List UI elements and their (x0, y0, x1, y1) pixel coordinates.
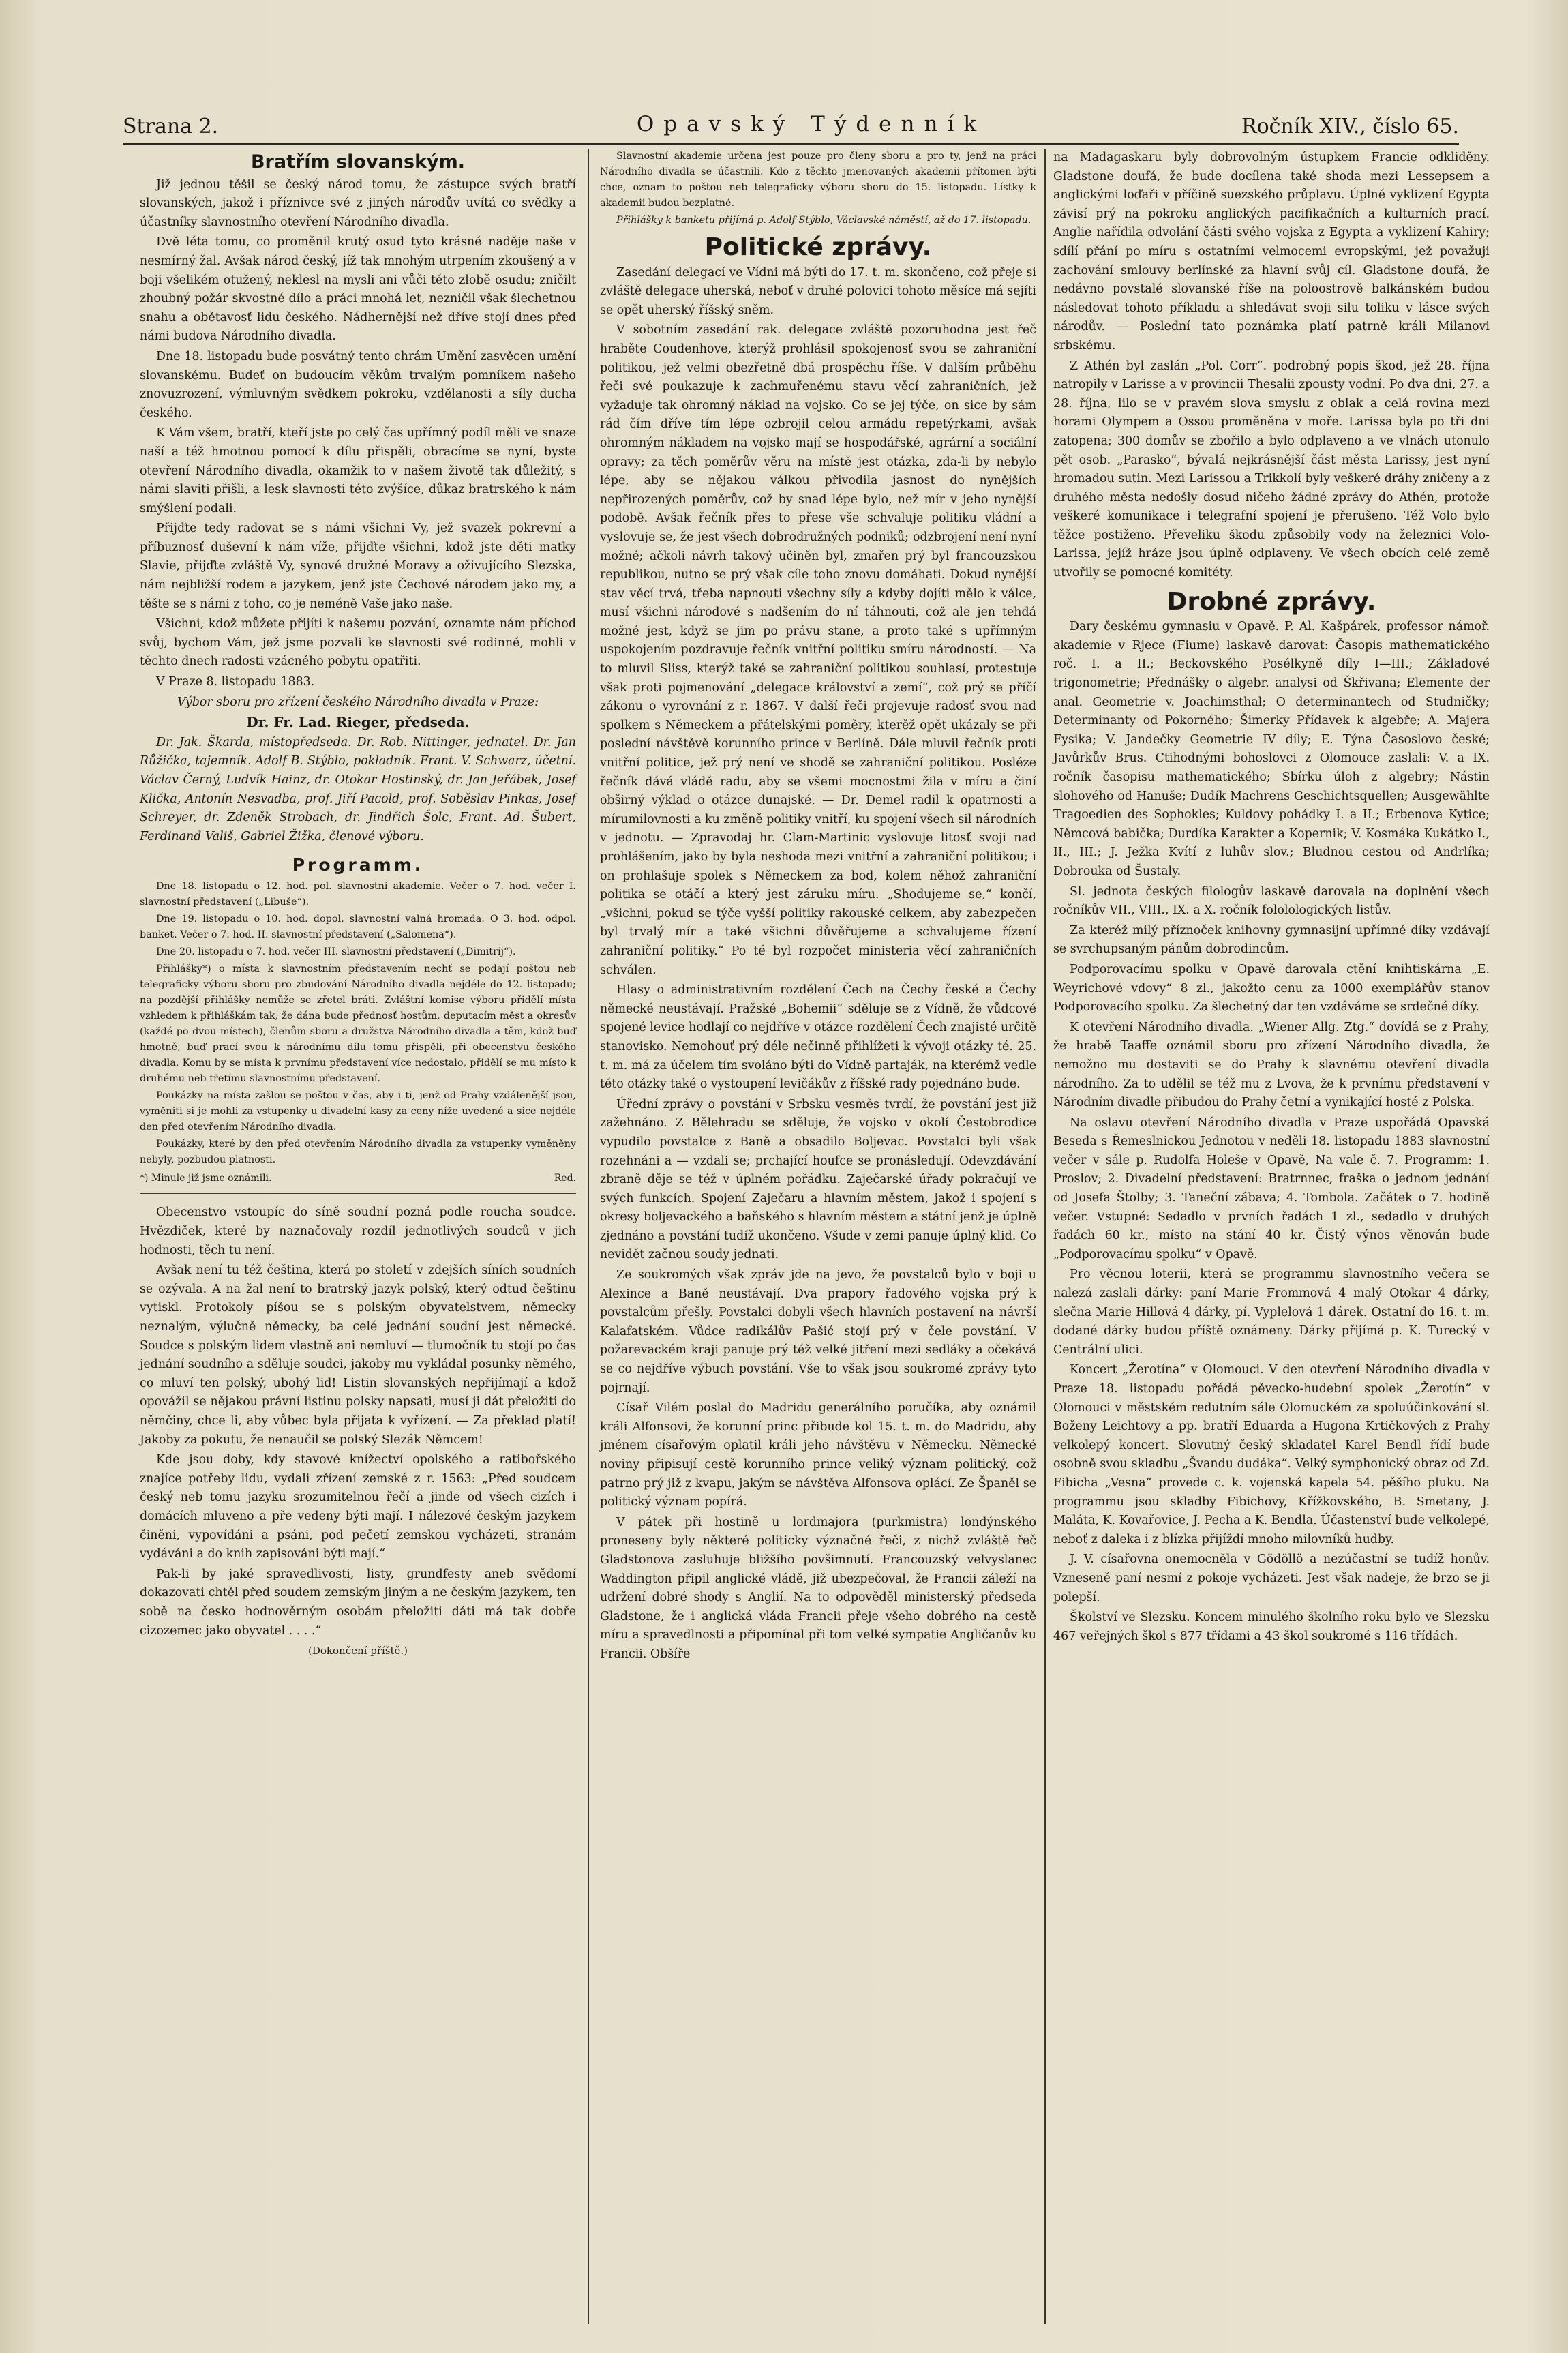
issue-info: Ročník XIV., číslo 65. (1241, 115, 1459, 138)
news-item: Dary českému gymnasiu v Opavě. P. Al. Kašpárek, professor námoř. akademie v Rjece (Fiume) laskavě darovat: Časopis mathematického roč. I. a II.; Beckovského Posélkyně díly I—III.; Základové trigonometrie; Přednášky o algebr. analysi od Škřivana; Elemente der anal. Geometrie v. Joachimsthal; O determinantech od Studničky; Determinanty od Pokorného; Šimerky Přídavek k algebře; A. Majera Fysika; V. Jandečky Geometrie IV díly; E. Týna Časoslovo české; Javůrkův Brus. Ctihodnými bohoslovci z Olomouce zaslali: V. a IX. ročník časopisu mathematického; Sbírku úloh z algebry; Nástin slohového od Hanuše; Dudík Machrens Geschichtsquellen; Ausgewählte Tragoedien des Sophokles; Kuldovy pohádky I. a II.; Erbenova Kytice; Němcová babička; Durdíka Karakter a Kopernik; V. Kosmáka Kukátko I., II., III.; J. Ježka Kvítí z luhův slov.; Bludnou cestou od Andrlíka; Dobrouka od Šustaly. (1053, 620, 1490, 878)
paragraph: Zasedání delegací ve Vídni má býti do 17. t. m. skončeno, což přeje si zvláště delegace uherská, neboť v druhé polovici tohoto měsíce má sejíti se opět uherský říšský sněm. (600, 265, 1036, 317)
program-title: Programm. (292, 855, 424, 875)
column-divider (1044, 149, 1046, 2324)
program-item: Poukázky na místa zašlou se poštou v čas, aby i ti, jenž od Prahy vzdálenější jsou, vyměniti si je mohli za vstupenky u divadelní kasy za ceny níže uvedené a sice nejdéle den před otevřením Národního divadla. (140, 1090, 576, 1133)
section-title: Drobné zprávy. (1166, 587, 1376, 616)
paragraph: Přijďte tedy radovat se s námi všichni Vy, jež svazek pokrevní a příbuznosť duševní k nám víže, přijďte všichni, kdož jste děti matky Slavie, přijďte zvláště Vy, synové družné Moravy a oživujícího Slezska, nám nejbližší rodem a jazykem, jenž jste Čechové národem jako my, a těšte se s námi z toho, co je neméně Vaše jako naše. (140, 522, 576, 611)
paragraph: Všichni, kdož můžete přijíti k našemu pozvání, oznamte nám příchod svůj, bychom Vám, jež jsme pozvali ke slavnosti své rodinné, mohli v těchto dnech radosti vzácného pobytu opatřiti. (140, 617, 576, 669)
page-number: Strana 2. (123, 115, 219, 138)
paragraph: Kde jsou doby, kdy stavové knížectví opolského a ratibořského znajíce potřeby lidu, vydali zřízení zemské z r. 1563: „Před soudcem český neb tomu jazyku srozumitelnou řečí a jinde od všech cizích i domácích mluveno a pře vedeny býti mají. I nálezové českým jazykem činěni, vypovídáni a psáni, pod pečetí zemskou vycházeti, stranám vydáváni a do knih zapisováni býti mají.“ (140, 1453, 576, 1561)
column-left (140, 149, 576, 1662)
section-rule (140, 1193, 576, 1195)
paragraph: Obecenstvo vstoupíc do síně soudní pozná podle roucha soudce. Hvězdiček, které by naznačovaly rozdíl jednotlivých soudců v jich hodnosti, těch tu není. (140, 1205, 576, 1257)
paragraph: Císař Vilém poslal do Madridu generálního poručíka, aby oznámil králi Alfonsovi, že korunní princ přibude kol 15. t. m. do Madridu, aby jménem císařovým oplatil králi jeho návštěvu v Německu. Německé noviny připisují cestě korunního prince veliký význam politický, což patrno prý již z kvapu, jakým se návštěva Alfonsova oplácí. Ze Španěl se politický význam popírá. (600, 1401, 1036, 1510)
program-item: Dne 19. listopadu o 10. hod. dopol. slavnostní valná hromada. O 3. hod. odpol. banket. Večer o 7. hod. II. slavnostní představení („Salomena“). (140, 913, 576, 940)
footnote-signature: Red. (554, 1172, 576, 1184)
dateline: V Praze 8. listopadu 1883. (156, 675, 315, 689)
paragraph: V pátek při hostině u lordmajora (purkmistra) londýnského proneseny byly některé politicky význačné řeči, z nichž zvláště řeč Gladstonova zasluhuje bližšího povšimnutí. Francouzský velvyslanec Waddington připil anglické vládě, již ubezpečoval, že Francii záleží na udržení dobré shody s Anglií. Na to odpověděl ministerský předseda Gladstone, že i anglická vláda Francii přeje všeho dobrého na cestě míru a spravedlnosti a připomínal při tom velké sympatie Angličanův ku Francii. Obšíře (600, 1515, 1036, 1661)
program-item: Přihlášky*) o místa k slavnostním představením nechť se podají poštou neb telegraficky výboru sboru pro zbudování Národního divadla nejdéle do 12. listopadu; na pozdější přihlášky nemůže se zřetel bráti. Zvláštní komise výboru přidělí místa vzhledem k přihláškám tak, že dána bude přednosť hostům, deputacím měst a okresův (každé po dvou místech), členům sboru a družstva Národního divadla a těm, kdož buď hmotně, buď prací svou k národnímu dílu tomu přispěli, při obecenstvu českého divadla. Komu by se místa k prvnímu představení více nedostalo, přidělí se mu místo k druhému neb třetímu slavnostnímu představení. (140, 963, 576, 1084)
news-item: Koncert „Žerotína“ v Olomouci. V den otevření Národního divadla v Praze 18. listopadu pořádá pěvecko-hudební spolek „Žerotín“ v Olomouci v městském redutním sále Olomuckém za spoluúčinkování sl. Boženy Leichtovy a pp. bratří Eduarda a Hugona Krtičkových z Prahy velkolepý koncert. Slovutný český skladatel Karel Bendl řídí bude osobně svou skladbu „Švandu dudáka“. Velký symphonický obraz od Zd. Fibicha „Vesna“ provede c. k. vojenská kapela 54. pěšího pluku. Na programmu jsou skladby Fibichovy, Křížkovského, B. Smetany, J. Maláta, K. Kovařovice, J. Pecha a K. Bendla. Účastenství bude velkolepé, neboť z daleka i z blízka přijíždí mnoho milovníků hudby. (1053, 1363, 1490, 1546)
paragraph: Hlasy o administrativním rozdělení Čech na Čechy české a Čechy německé neustávají. Pražské „Bohemii“ sděluje se z Vídně, že vůdcové spojené levice hodlají co nejdříve v otázce rozdělení Čech znajisté určitě stanovisko. Nemohouť prý déle nečinně přihlížeti k vývoji otázky té. 25. t. m. má za účelem tím svoláno býti do Vídně partaják, na kterémž vedle této otázky také o vystoupení levičákův z říšské rady pojednáno bude. (600, 983, 1036, 1092)
paragraph: na Madagaskaru byly dobrovolným ústupkem Francie odkliděny. Gladstone doufá, že bude docílena také shoda mezi Lessepsem a anglickými loďaři v příčině suezského průplavu. Úplné vyklizení Egypta závisí prý na pokroku anglických pacifikačních a kulturních prací. Anglie nařídila odvolání části svého vojska z Egypta a vyklizení Kahiry; sdílí přání po míru s ostatními velmocemi evropskými, jež považuji zachování smlouvy berlínské za hlavní svůj cíl. Gladstone doufá, že nedávno povstalé slovanské říše na poloostrově balkánském budou následovat tohoto příkladu a shledávat svoji silu toliku v lásce svých národův. — Poslední tato poznámka platí patrně králi Milanovi srbskému. (1053, 151, 1490, 353)
news-item: Pro věcnou loterii, která se programmu slavnostního večera se nalezá zaslali dárky: paní Marie Frommová 4 malý Otokar 4 dárky, slečna Marie Hillová 4 dárky, pí. Vyplelová 1 dárek. Ostatní do 16. t. m. dodané dárky budou příště oznámeny. Dárky přijímá p. K. Turecký v Centrální ulici. (1053, 1268, 1490, 1357)
news-item: Sl. jednota českých filologův laskavě darovala na doplnění všech ročníkův VII., VIII., IX. a X. ročník fololologických listův. (1053, 884, 1490, 918)
news-item: Školství ve Slezsku. Koncem minulého školního roku bylo ve Slezsku 467 veřejných škol s 877 třídami a 43 škol soukromé s 116 třídách. (1053, 1610, 1490, 1643)
paragraph: Avšak není tu též čeština, která po století v zdejších síních soudních se ozývala. A na žal není to bratrský jazyk polský, který odtud češtinu vytiskl. Protokoly píšou se s polským obyvatelstvem, německy neznalým, výlučně německy, ba celé jednání soudní jest německé. Soudce s polským lidem vlastně ani nemluví — tlumočník tu stojí po čas jednání soudního a sděluje soudci, jakoby mu vykládal posunky němého, co mluví ten polský, ubohý lid! Listin slovanských nepřijímají a kdož opovážil se nějakou právní listinu polsky napsati, musí ji dát přeložiti do němčiny, chce li, aby vůbec byla přijata k vyřízení. — Za překlad platí! Jakoby za pokutu, že nenaučil se polský Slezák Němcem! (140, 1263, 576, 1447)
column-divider (588, 149, 589, 2324)
footnote (140, 1171, 576, 1186)
header-rule (123, 143, 1459, 145)
signoff-name: Dr. Fr. Lad. Rieger, předseda. (246, 714, 470, 731)
news-item: K otevření Národního divadla. „Wiener Allg. Ztg.“ dovídá se z Prahy, že hrabě Taaffe oznámil sboru pro zřízení Národního divadla, že nemožno mu dostaviti se do Prahy k slavnému otevření divadla národního. Za to udělil se též mu z Lvova, že k prvnímu představení v Národním divadle přibudou do Prahy četní a vynikající hosté z Polska. (1053, 1020, 1490, 1110)
news-item: Podporovacímu spolku v Opavě darovala ctění knihtiskárna „E. Weyrichové vdovy“ 8 zl., jakožto cenu za 1000 exemplářův stanov Podporovacího spolku. Za šlechetný dar ten vzdáváme se srdečné díky. (1053, 962, 1490, 1015)
news-item: J. V. císařovna onemocněla v Gödöllö a nezúčastní se tudíž honův. Vzneseně paní nesmí z pokoje vycházeti. Jest však nadeje, že brzo se ji polepší. (1053, 1553, 1490, 1604)
committee-list: Dr. Jak. Škarda, místopředseda. Dr. Rob. Nittinger, jednatel. Dr. Jan Růžička, tajemník. Adolf B. Stýblo, pokladník. Frant. V. Schwarz, účetní. Václav Černý, Ludvík Hainz, dr. Otokar Hostinský, dr. Jan Jeřábek, Josef Klička, Antonín Nesvadba, prof. Jiří Pacold, prof. Soběslav Pinkas, Josef Schreyer, dr. Zdeněk Strobach, dr. Jindřich Šolc, Frant. Ad. Šubert, Ferdinand Vališ, Gabriel Žižka, členové výboru. (140, 735, 576, 843)
paragraph: Již jednou těšil se český národ tomu, že zástupce svých bratří slovanských, jakož i příznivce své z jiných národův uvítá co svědky a účastníky slavnostního otevření Národního divadla. (140, 177, 576, 229)
paragraph: Z Athén byl zaslán „Pol. Corr“. podrobný popis škod, jež 28. října natropily v Larisse a v provincii Thesalii zpousty vodní. Po dva dni, 27. a 28. října, lilo se v pravém slova smyslu z oblak a celá rovina mezi horami Olympem a Ossou proměněna v moře. Larissa byla po tři dni zatopena; 300 domův se zbořilo a bylo odplaveno a ve vlnách utonulo pět osob. „Parasko“, bývalá nejkrásnější část města Larissy, jest nyní hromadou sutin. Mezi Larissou a Trikkolí byly veškeré dráhy zničeny a z druhého města nedošly dosud ničeho žádné zprávy do Athén, protože veškeré komunikace i telegrafní spojení je přerušeno. Též Volo bylo těžce postiženo. Převeliku škodu způsobily vody na železnici Volo-Larissa, jejíž hráze jsou úplně odplaveny. Ve všech obcích celé země utvořily se pomocné komitéty. (1053, 359, 1490, 580)
paragraph: Dvě léta tomu, co proměnil krutý osud tyto krásné naděje naše v nesmírný žal. Avšak národ český, jíž tak mnohým utrpením zkoušený a v boji všelikém otužený, neklesl na mysli ani vůči této zlobě osudu; zničilt zhoubný požár skvostné dílo a práci mnohá let, nezničil však šlechetnou snahu a obětavosť lidu českého. Nádhernější než dříve stojí dnes před námi budova Národního divadla. (140, 235, 576, 344)
paragraph: Úřední zprávy o povstání v Srbsku vesměs tvrdí, že povstání jest již zažehnáno. Z Bělehradu se sděluje, že vojsko v okolí Čestobrodice vypudilo povstalce z Baně a obsadilo Boljevac. Povstalci byli však rozehnáni a — vzdali se; prchající houfce se pronásledují. Odevzdávání zbraně děje se též v úplném pořádku. Zaječarské úřady pokračují ve svých funkcích. Spojení Zaječaru a hlavním městem, jakož i spojení s okresy boljevackého a baňského s hlavním městem a státní jenž je úplně zjednáno a povstání tudíž ukončeno. Všude v zemi panuje úplný klid. Co nevidět začnou soudy jednati. (600, 1097, 1036, 1262)
signoff-line: Výbor sboru pro zřízení českého Národního divadla v Praze: (177, 695, 539, 709)
article-title: Bratřím slovanským. (250, 151, 466, 173)
news-item: Za kteréž milý příznoček knihovny gymnasijní upřímné díky vzdávají se svrchupsaným pánům dobrodincům. (1053, 923, 1490, 957)
paragraph: K Vám všem, bratří, kteří jste po celý čas upřímný podíl měli ve snaze naší a též hmotnou pomocí k dílu přispěli, obracíme se nyní, byste otevření Národního divadla, okamžik to v našem životě tak důležitý, s námi slaviti přišli, a lesk slavnosti této zvýšíce, důkaz bratrského k nám smýšlení podali. (140, 426, 576, 515)
paragraph: Dne 18. listopadu bude posvátný tento chrám Umění zasvěcen umění slovanskému. Budeť on budoucím věkům trvalým pomníkem našeho znovuzrození, výmluvným svědkem pokroku, vzdělanosti a síly ducha českého. (140, 349, 576, 420)
column-middle (600, 149, 1036, 1666)
footnote-text: *) Minule již jsme oznámili. (140, 1172, 272, 1184)
program-item: Poukázky, které by den před otevřením Národního divadla za vstupenky vyměněny nebyly, pozbudou platnosti. (140, 1138, 576, 1165)
section-title: Politické zprávy. (704, 233, 932, 261)
program-item: Dne 20. listopadu o 7. hod. večer III. slavnostní představení („Dimitrij“). (156, 946, 516, 957)
continued-note: (Dokončení příště.) (308, 1645, 408, 1658)
paragraph: Ze soukromých však zpráv jde na jevo, že povstalců bylo v boji u Alexince a Baně neustávají. Dva prapory řadového vojska prý k povstalcům přešly. Povstalci dobyli všech hlavních postavení na návrší Kalafatském. Vůdce radikálův Pašić stojí prý v čele povstání. V požarevackém kraji panuje prý též velké jitření mezi sedláky a očekává se co nejdříve výbuch povstání. Vše to však jsou soukromé zprávy tyto pojrnají. (600, 1268, 1036, 1395)
program-item: Dne 18. listopadu o 12. hod. pol. slavnostní akademie. Večer o 7. hod. večer I. slavnostní představení („Libuše“). (140, 880, 576, 908)
paragraph: Pak-li by jaké spravedlivosti, listy, grundfesty aneb svědomí dokazovati chtěl před soudem zemským jiným a ne českým jazykem, ten sobě na česko hodnověrným osobám přeložiti dáti má tak dobře cizozemec jako obyvatel . . . .“ (140, 1567, 576, 1638)
paragraph: V sobotním zasedání rak. delegace zvláště pozoruhodna jest řeč hraběte Coudenhove, kterýž prohlásil spokojenosť svou se zahraniční politikou, jež velmi obezřetně dbá prospěchu říše. V dalším průběhu řeči své poukazuje k zachmuřenému stavu věcí zahraničních, jež vyžaduje tak ohromný náklad na vojsko. Co se jej týče, on sice by sám rád čím dříve tím lépe ozbrojil celou armádu repetýrkami, avšak ohromným nákladem na vojsko mají se hospodářské, agrární a sociální opravy; za těch poměrův věru na místě jest otázka, zda-li by nebylo lépe, aby se nějakou válkou přivodila jasnost do nynějších nepřirozených poměrův, což by snad lépe bylo, než mír v jeho nynější podobě. Avšak řečník přes to přese vše schvaluje politiku vládní a vyslovuje se, že jest všech dobrodružných podniků; odzbrojení není nyní možné; ačkoli návrh takový učiněn byl, zmařen prý byl francouzskou republikou, nutno se prý však cíle toho znovu domáhati. Dokud nynější stav věcí trvá, třeba napnouti všechny síly a kdyby dojíti mělo k válce, musí všichni národové s nadšením do ní táhnouti, což ale jen tehdá možné jest, když se jim po právu stane, a proto také s upřímným uspokojením pozdravuje řečník vnitřní politiku smíru národností. — Na to mluvil Sliss, kterýž také se zahraniční politikou souhlasí, protestuje však proti pojmenování „delegace království a zemí“, což prý se příčí zákonu o vyrovnání z r. 1867. V další řeči projevuje radosť svou nad spolkem s Německem a přátelskými poměry, kterěž opět ukázaly se při poslední návštěvě korunního prince v Berlíně. Dále mluvil řečník proti vnitřní politice, jež prý není ve shodě se zahraniční politikou. Posléze řečník dává vládě radu, aby se všemi mocnostmi žila v míru a činí obširný výklad o otázce dunajské. — Dr. Demel radil k opatrnosti a mírumilovnosti a ku změně politiky vnitří, ku spojení všech sil národních v jednotu. — Zpravodaj hr. Clam-Martinic vyslovuje litosť svoji nad prohlášením, jako by byla neshoda mezi vnitřní a zahraniční politikou; i on prohlašuje spolek s Německem za bod, kolem něhož zahraniční politika se otáčí a který jest záruku míru. „Shodujeme se,“ končí, „všichni, pokud se týče vyšší politiky rakouské celkem, aby zabezpečen byl trvalý mír a také všichni důvěřujeme a schvalujeme řízení zahraniční politiky.“ Po té byl rozpočet ministeria věcí zahraničních schválen. (600, 323, 1036, 977)
masthead: Opavský Týdenník (636, 112, 986, 136)
paragraph: Slavnostní akademie určena jest pouze pro členy sboru a pro ty, jenž na práci Národního divadla se účastnili. Kdo z těchto jmenovaných akademii přítomen býti chce, oznam to poštou neb telegraficky výboru sboru do 15. listopadu. Lístky k akademii budou bezplatné. (600, 151, 1036, 209)
column-right (1053, 149, 1490, 1647)
news-item: Na oslavu otevření Národního divadla v Praze uspořádá Opavská Beseda s Řemeslnickou Jednotou v neděli 18. listopadu 1883 slavnostní večer v sále p. Rudolfa Holeše v Opavě, Na vale č. 7. Programm: 1. Proslov; 2. Divadelní představení: Bratrnnec, fraška o jednom jednání od Josefa Štolby; 3. Taneční zábava; 4. Tombola. Začátek o 7. hodině večer. Vstupné: Sedadlo v prvních řadách 1 zl., sedadlo v druhých řadách 60 kr., místo na stání 40 kr. Čistý výnos věnován bude „Podporovacímu spolku“ v Opavě. (1053, 1115, 1490, 1261)
paragraph: Přihlášky k banketu přijímá p. Adolf Stýblo, Václavské náměstí, až do 17. listopadu. (616, 215, 1031, 226)
